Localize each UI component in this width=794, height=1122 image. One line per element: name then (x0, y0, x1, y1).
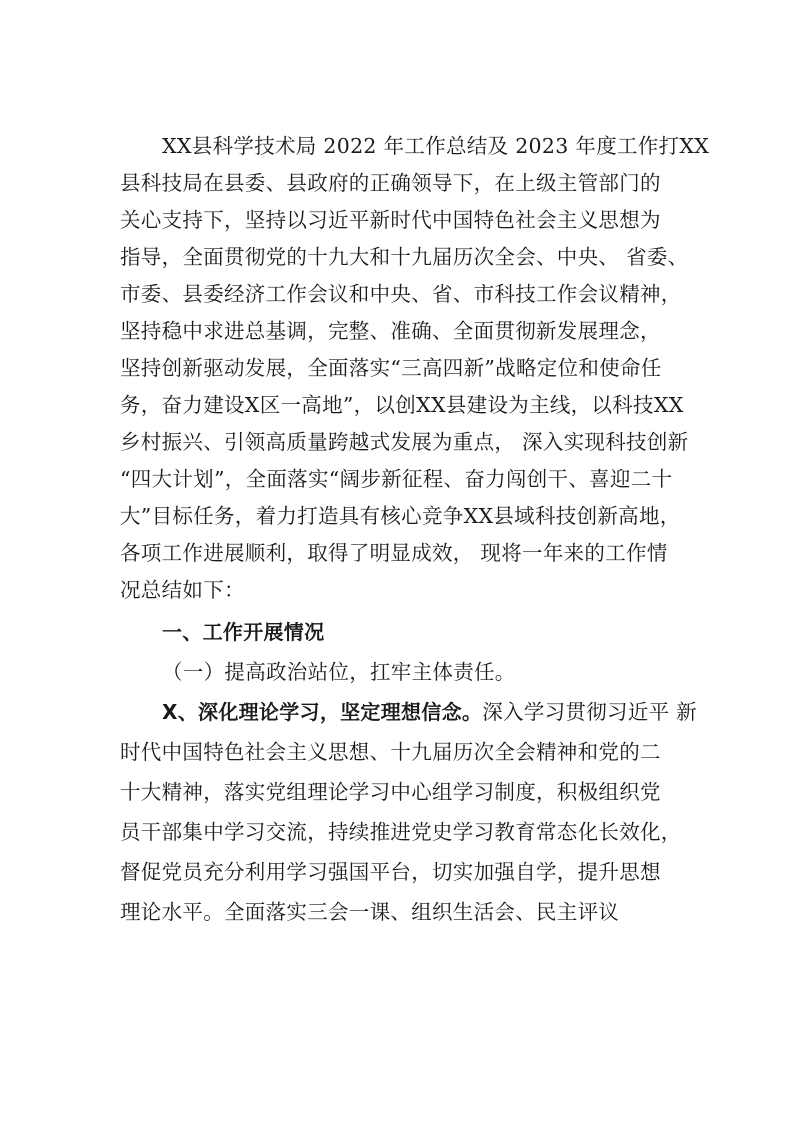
body-line: 坚持稳中求进总基调，完整、准确、全面贯彻新发展理念， (120, 319, 661, 343)
body-line: 员干部集中学习交流，持续推进党史学习教育常态化长效化， (120, 820, 682, 844)
body-line: 时代中国特色社会主义思想、十九届历次全会精神和党的二 (120, 740, 661, 764)
body-line: 县科技局在县委、县政府的正确领导下，在上级主管部门的 (120, 171, 661, 195)
body-line: 大”目标任务，着力打造具有核心竞争XX县域科技创新高地， (120, 504, 681, 528)
body-line: “四大计划”，全面落实“阔步新征程、奋力闯创干、喜迎二十 (120, 467, 673, 491)
body-line: 关心支持下，坚持以习近平新时代中国特色社会主义思想为 (120, 208, 661, 232)
body-line: XX县科学技术局 2022 年工作总结及 2023 年度工作打XX (162, 134, 710, 158)
item-lead-text: 深入学习贯彻习近平 新 (482, 700, 698, 724)
body-line: 理论水平。全面落实三会一课、组织生活会、民主评议 (120, 900, 620, 924)
subsection-heading: （一）提高政治站位，扛牢主体责任。 (162, 660, 516, 684)
section-heading: 一、工作开展情况 (162, 620, 325, 644)
body-line: 各项工作进展顺利，取得了明显成效， 现将一年来的工作情 (120, 541, 668, 565)
body-line: 市委、县委经济工作会议和中央、省、市科技工作会议精神， (120, 282, 682, 306)
body-line: 督促党员充分利用学习强国平台，切实加强自学，提升思想 (120, 860, 661, 884)
body-line: 务，奋力建设X区一高地”，以创XX县建设为主线，以科技XX (120, 393, 684, 417)
body-line: 坚持创新驱动发展，全面落实“三高四新”战略定位和使命任 (120, 356, 662, 380)
item-lead-heading: X、深化理论学习，坚定理想信念。 (162, 700, 483, 724)
item-first-line (162, 698, 697, 726)
body-line: 况总结如下： (120, 578, 245, 602)
body-line: 乡村振兴、引领高质量跨越式发展为重点， 深入实现科技创新 (120, 430, 689, 454)
body-line: 十大精神，落实党组理论学习中心组学习制度，积极组织党 (120, 780, 661, 804)
body-line: 指导，全面贯彻党的十九大和十九届历次全会、中央、 省委、 (120, 245, 689, 269)
